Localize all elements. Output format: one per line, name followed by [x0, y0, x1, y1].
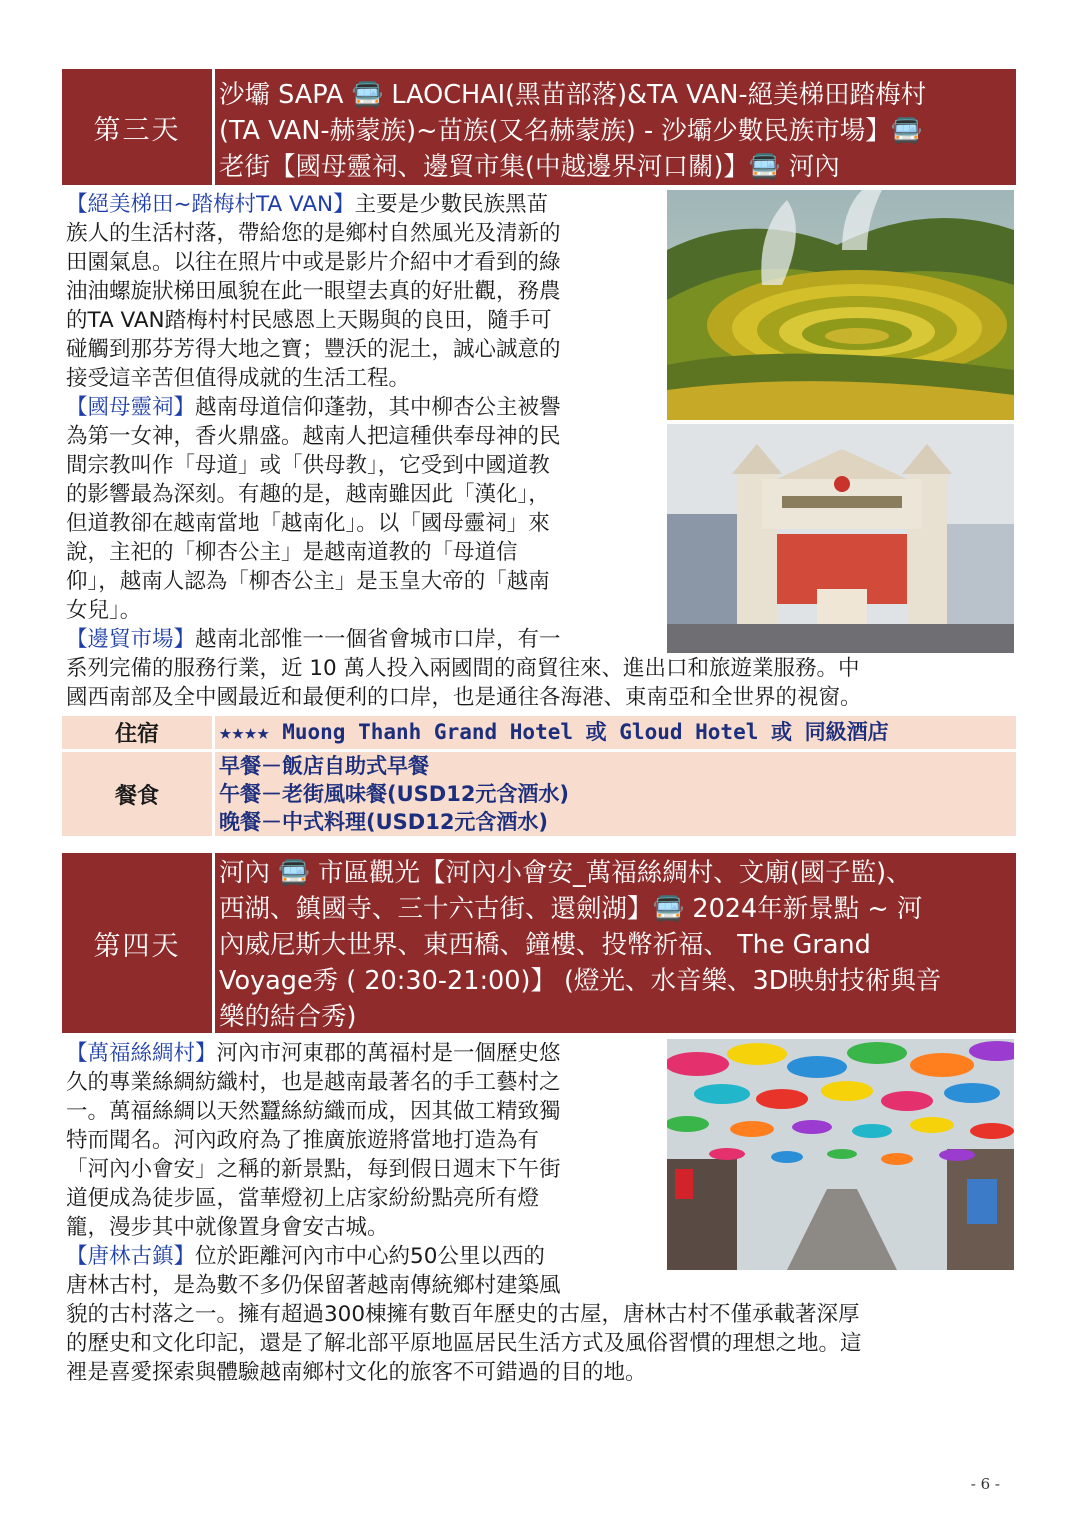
- paragraph-line: 系列完備的服務行業，近 10 萬人投入兩國間的商貿往來、進出口和旅遊業服務。中: [66, 656, 860, 681]
- paragraph-line: 特而聞名。河內政府為了推廣旅遊將當地打造為有: [66, 1128, 540, 1153]
- day4-text: [66, 1039, 862, 1387]
- paragraph-line: 籠，漫步其中就像置身會安古城。: [66, 1215, 389, 1240]
- meal-lunch: 午餐－老街風味餐(USD12元含酒水): [219, 782, 570, 806]
- day4-title: [215, 853, 1016, 1033]
- section-tag-border-market: 【邊貿市場】: [66, 627, 196, 652]
- day3-text: [66, 190, 862, 712]
- paragraph-line: 間宗教叫作「母道」或「供母教」，它受到中國道教: [66, 453, 550, 478]
- paragraph-line: 國西南部及全中國最近和最便利的口岸，也是通往各海港、東南亞和全世界的視窗。: [66, 685, 862, 710]
- paragraph-line: 道便成為徒步區，當華燈初上店家紛紛點亮所有燈: [66, 1186, 540, 1211]
- paragraph-line: 唐林古村，是為數不多仍保留著越南傳統鄉村建築風: [66, 1273, 561, 1298]
- paragraph-line: 的影響最為深刻。有趣的是，越南雖因此「漢化」，: [66, 482, 550, 507]
- rice-terrace-photo: [667, 190, 1014, 420]
- paragraph-line: 油油螺旋狀梯田風貌在此一眼望去真的好壯觀，務農: [66, 279, 561, 304]
- day4-title-line: Voyage秀 ( 20:30-21:00)】 (燈光、水音樂、3D映射技術與音: [219, 966, 942, 996]
- day4-title-line: 河內 🚍 市區觀光【河內小會安_萬福絲綢村、文廟(國子監)、: [219, 858, 912, 888]
- paragraph-line: 一。萬福絲綢以天然蠶絲紡織而成，因其做工精致獨: [66, 1099, 561, 1124]
- section-tag-silk-village: 【萬福絲綢村】: [66, 1041, 217, 1066]
- paragraph-line: 接受這辛苦但值得成就的生活工程。: [66, 366, 411, 391]
- meals-list: [215, 752, 1016, 836]
- meals-label: 餐食: [62, 752, 215, 836]
- section-tag-duong-lam: 【唐林古鎮】: [66, 1244, 196, 1269]
- umbrella-street-photo: [667, 1039, 1014, 1270]
- stay-value: ★★★★ Muong Thanh Grand Hotel 或 Gloud Hotel 或 同級酒店: [219, 720, 889, 744]
- paragraph-line: 越南北部惟一一個省會城市口岸，有一: [195, 627, 561, 652]
- page-number: - 6 -: [970, 1475, 1000, 1493]
- paragraph-line: 的TA VAN踏梅村村民感恩上天賜與的良田，隨手可: [66, 308, 552, 333]
- border-gate-photo: [667, 424, 1014, 653]
- paragraph-line: 碰觸到那芬芳得大地之寶；豐沃的泥土，誠心誠意的: [66, 337, 561, 362]
- day4-title-line: 內威尼斯大世界、東西橋、鐘樓、投幣祈福、 The Grand: [219, 930, 871, 960]
- day4-header: [62, 853, 1016, 1033]
- paragraph-line: 田園氣息。以往在照片中或是影片介紹中才看到的綠: [66, 250, 561, 275]
- paragraph-line: 的歷史和文化印記，還是了解北部平原地區居民生活方式及風俗習慣的理想之地。這: [66, 1331, 862, 1356]
- day3-title-line: 老街【國母靈祠、邊貿市集(中越邊界河口關)】🚍 河內: [219, 152, 840, 182]
- paragraph-line: 越南母道信仰蓬勃，其中柳杏公主被譽: [195, 395, 561, 420]
- day3-info-table: [62, 716, 1016, 836]
- section-tag-shrine: 【國母靈祠】: [66, 395, 196, 420]
- stay-row: [62, 716, 1016, 749]
- day4-title-line: 樂的結合秀): [219, 1002, 357, 1032]
- stay-label: 住宿: [62, 716, 215, 749]
- paragraph-line: 貌的古村落之一。擁有超過300棟擁有數百年歷史的古屋，唐林古村不僅承載著深厚: [66, 1302, 860, 1327]
- paragraph-line: 久的專業絲綢紡織村，也是越南最著名的手工藝村之: [66, 1070, 561, 1095]
- day3-title-line: (TA VAN-赫蒙族)~苗族(又名赫蒙族) - 沙壩少數民族市場】🚍: [219, 116, 923, 146]
- section-tag-terraces: 【絕美梯田~踏梅村TA VAN】: [66, 192, 355, 217]
- day4-label: 第四天: [62, 853, 215, 1033]
- paragraph-line: 主要是少數民族黑苗: [354, 192, 549, 217]
- paragraph-line: 「河內小會安」之稱的新景點，每到假日週末下午街: [66, 1157, 561, 1182]
- paragraph-line: 說，主祀的「柳杏公主」是越南道教的「母道信: [66, 540, 518, 565]
- meals-row: [62, 752, 1016, 836]
- paragraph-line: 為第一女神，香火鼎盛。越南人把這種供奉母神的民: [66, 424, 561, 449]
- day3-title-line: 沙壩 SAPA 🚍 LAOCHAI(黑苗部落)&TA VAN-絕美梯田踏梅村: [219, 80, 927, 110]
- paragraph-line: 仰」，越南人認為「柳杏公主」是玉皇大帝的「越南: [66, 569, 550, 594]
- paragraph-line: 族人的生活村落，帶給您的是鄉村自然風光及清新的: [66, 221, 561, 246]
- day3-label: 第三天: [62, 69, 215, 185]
- day3-title: [215, 69, 1016, 185]
- paragraph-line: 河內市河東郡的萬福村是一個歷史悠: [216, 1041, 561, 1066]
- paragraph-line: 女兒」。: [66, 598, 142, 623]
- day4-title-line: 西湖、鎮國寺、三十六古街、還劍湖】🚍 2024年新景點 ~ 河: [219, 894, 923, 924]
- paragraph-line: 裡是喜愛探索與體驗越南鄉村文化的旅客不可錯過的目的地。: [66, 1360, 647, 1385]
- meal-breakfast: 早餐－飯店自助式早餐: [219, 754, 429, 778]
- day3-header: [62, 69, 1016, 185]
- paragraph-line: 位於距離河內市中心約50公里以西的: [195, 1244, 545, 1269]
- paragraph-line: 但道教卻在越南當地「越南化」。以「國母靈祠」來: [66, 511, 550, 536]
- meal-dinner: 晚餐－中式料理(USD12元含酒水): [219, 810, 549, 834]
